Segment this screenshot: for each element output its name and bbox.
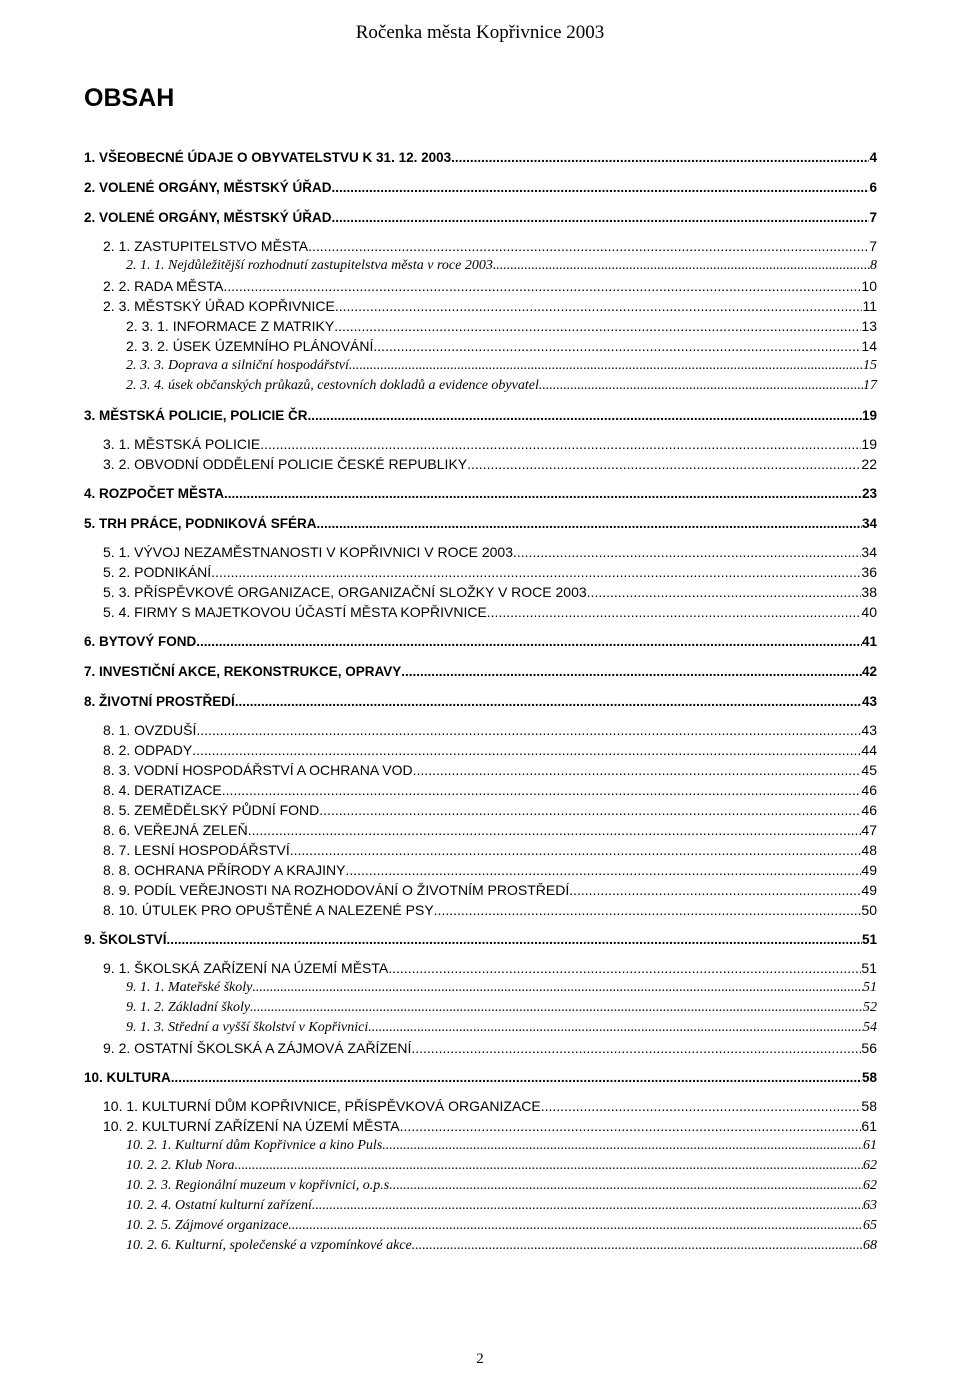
- toc-entry-page: 34: [861, 516, 877, 531]
- toc-leader-dots: [334, 316, 861, 336]
- toc-entry-page: 40: [861, 604, 877, 620]
- toc-entry-title: 8. ŽIVOTNÍ PROSTŘEDÍ: [84, 694, 235, 709]
- toc-entry-page: 41: [861, 634, 877, 649]
- toc-entry[interactable]: [84, 1116, 877, 1136]
- toc-entry-title: 10. 2. 2. Klub Nora: [126, 1158, 235, 1173]
- toc-entry-page: 65: [863, 1218, 877, 1233]
- toc-entry-page: 68: [863, 1238, 877, 1253]
- toc-entry-page: 19: [861, 436, 877, 452]
- toc-entry-page: 48: [861, 842, 877, 858]
- toc-entry[interactable]: [84, 336, 877, 356]
- toc-entry-title: 10. 2. 5. Zájmové organizace: [126, 1218, 289, 1233]
- toc-entry-title: 8. 3. VODNÍ HOSPODÁŘSTVÍ A OCHRANA VOD: [103, 762, 413, 778]
- toc-entry[interactable]: [84, 1236, 877, 1256]
- toc-entry[interactable]: [84, 978, 877, 998]
- toc-entry[interactable]: [84, 1038, 877, 1058]
- toc-entry-page: 50: [861, 902, 877, 918]
- toc-entry-page: 36: [861, 564, 877, 580]
- toc-entry-page: 54: [863, 1020, 877, 1035]
- toc-entry-page: 45: [861, 762, 877, 778]
- toc-entry[interactable]: [84, 256, 877, 276]
- toc-entry-page: 38: [861, 584, 877, 600]
- toc-leader-dots: [290, 840, 862, 860]
- toc-entry[interactable]: [84, 930, 877, 950]
- toc-leader-dots: [382, 1136, 863, 1156]
- toc-entry-title: 1. VŠEOBECNÉ ÚDAJE O OBYVATELSTVU K 31. 12. 2003: [84, 150, 452, 165]
- toc-entry[interactable]: [84, 780, 877, 800]
- toc-entry-page: 49: [861, 882, 877, 898]
- toc-entry[interactable]: [84, 434, 877, 454]
- toc-entry-page: 6: [869, 180, 877, 195]
- toc-leader-dots: [368, 1018, 863, 1038]
- toc-entry-title: 4. ROZPOČET MĚSTA: [84, 486, 225, 501]
- toc-leader-dots: [192, 740, 861, 760]
- toc-entry[interactable]: [84, 406, 877, 426]
- toc-entry-title: 5. 1. VÝVOJ NEZAMĚSTNANOSTI V KOPŘIVNICI V ROCE 2003: [103, 544, 513, 560]
- toc-entry-title: 10. 2. 3. Regionální muzeum v kopřivnici, o.p.s.: [126, 1178, 393, 1193]
- toc-entry-page: 52: [863, 1000, 877, 1015]
- toc-leader-dots: [335, 296, 863, 316]
- toc-entry[interactable]: [84, 148, 877, 168]
- toc-entry[interactable]: [84, 562, 877, 582]
- toc-entry-page: 58: [861, 1070, 877, 1085]
- toc-leader-dots: [332, 208, 870, 228]
- toc-entry-title: 2. 1. ZASTUPITELSTVO MĚSTA: [103, 238, 309, 254]
- toc-leader-dots: [393, 1176, 863, 1196]
- toc-entry[interactable]: [84, 1136, 877, 1156]
- toc-entry-page: 46: [861, 782, 877, 798]
- toc-entry-page: 8: [870, 258, 877, 273]
- toc-entry-title: 9. 1. 2. Základní školy: [126, 1000, 251, 1015]
- toc-entry[interactable]: [84, 1196, 877, 1216]
- toc-entry[interactable]: [84, 1216, 877, 1236]
- toc-entry-title: 10. KULTURA: [84, 1070, 171, 1085]
- toc-entry[interactable]: [84, 900, 877, 920]
- toc-entry[interactable]: [84, 454, 877, 474]
- toc-leader-dots: [493, 256, 870, 276]
- toc-entry-page: 22: [861, 456, 877, 472]
- toc-entry-title: 8. 4. DERATIZACE: [103, 782, 222, 798]
- toc-leader-dots: [235, 692, 862, 712]
- toc-entry-page: 23: [861, 486, 877, 501]
- toc-entry-page: 56: [861, 1040, 877, 1056]
- toc-entry-title: 2. VOLENÉ ORGÁNY, MĚSTSKÝ ÚŘAD: [84, 180, 332, 195]
- toc-leader-dots: [235, 1156, 863, 1176]
- toc-leader-dots: [317, 514, 862, 534]
- toc-entry-page: 4: [869, 150, 877, 165]
- toc-entry-title: 8. 5. ZEMĚDĚLSKÝ PŮDNÍ FOND: [103, 802, 320, 818]
- toc-entry-page: 58: [861, 1098, 877, 1114]
- toc-entry-title: 8. 9. PODÍL VEŘEJNOSTI NA ROZHODOVÁNÍ O ŽIVOTNÍM PROSTŘEDÍ: [103, 882, 570, 898]
- toc-entry[interactable]: [84, 542, 877, 562]
- toc-entry-page: 44: [861, 742, 877, 758]
- toc-entry-page: 15: [863, 358, 877, 373]
- toc-entry-title: 10. 1. KULTURNÍ DŮM KOPŘIVNICE, PŘÍSPĚVKOVÁ ORGANIZACE: [103, 1098, 541, 1114]
- toc-entry[interactable]: [84, 958, 877, 978]
- toc-entry-title: 2. 3. 4. úsek občanských průkazů, cestovních dokladů a evidence obyvatel: [126, 378, 539, 393]
- toc-entry-page: 14: [861, 338, 877, 354]
- toc-entry[interactable]: [84, 356, 877, 376]
- toc-leader-dots: [260, 434, 861, 454]
- toc-entry-page: 34: [861, 544, 877, 560]
- toc-leader-dots: [487, 602, 862, 622]
- toc-entry-title: 5. TRH PRÁCE, PODNIKOVÁ SFÉRA: [84, 516, 317, 531]
- toc-entry-title: 3. 1. MĚSTSKÁ POLICIE: [103, 436, 261, 452]
- toc-leader-dots: [223, 276, 861, 296]
- toc-entry[interactable]: [84, 840, 877, 860]
- toc-entry-page: 7: [869, 210, 877, 225]
- toc-leader-dots: [400, 1116, 862, 1136]
- toc-entry-title: 9. 2. OSTATNÍ ŠKOLSKÁ A ZÁJMOVÁ ZAŘÍZENÍ: [103, 1040, 412, 1056]
- toc-entry-title: 10. 2. 4. Ostatní kulturní zařízení: [126, 1198, 312, 1213]
- toc-entry[interactable]: [84, 632, 877, 652]
- toc-entry-title: 2. 3. 3. Doprava a silniční hospodářství: [126, 358, 349, 373]
- toc-leader-dots: [412, 1236, 863, 1256]
- toc-leader-dots: [250, 998, 863, 1018]
- toc-leader-dots: [167, 930, 862, 950]
- toc-entry[interactable]: [84, 514, 877, 534]
- toc-entry[interactable]: [84, 1018, 877, 1038]
- toc-entry-page: 11: [862, 298, 877, 314]
- toc-entry[interactable]: [84, 1156, 877, 1176]
- toc-entry[interactable]: [84, 800, 877, 820]
- toc-leader-dots: [248, 820, 862, 840]
- toc-leader-dots: [413, 760, 862, 780]
- table-of-contents: [84, 148, 877, 1256]
- toc-leader-dots: [224, 484, 862, 504]
- toc-leader-dots: [539, 376, 863, 396]
- toc-entry-title: 3. 2. OBVODNÍ ODDĚLENÍ POLICIE ČESKÉ REPUBLIKY: [103, 456, 468, 472]
- toc-leader-dots: [312, 1196, 863, 1216]
- toc-entry-title: 2. 2. RADA MĚSTA: [103, 278, 224, 294]
- toc-entry-page: 47: [861, 822, 877, 838]
- toc-entry-title: 9. ŠKOLSTVÍ: [84, 932, 167, 947]
- toc-entry-title: 9. 1. ŠKOLSKÁ ZAŘÍZENÍ NA ÚZEMÍ MĚSTA: [103, 960, 389, 976]
- toc-leader-dots: [308, 406, 862, 426]
- toc-entry-title: 8. 10. ÚTULEK PRO OPUŠTĚNÉ A NALEZENÉ PSY: [103, 902, 434, 918]
- toc-leader-dots: [319, 800, 861, 820]
- toc-entry-title: 3. MĚSTSKÁ POLICIE, POLICIE ČR: [84, 408, 308, 423]
- toc-leader-dots: [211, 562, 861, 582]
- toc-entry[interactable]: [84, 1096, 877, 1116]
- toc-entry[interactable]: [84, 998, 877, 1018]
- toc-leader-dots: [451, 148, 869, 168]
- toc-entry-page: 63: [863, 1198, 877, 1213]
- toc-entry[interactable]: [84, 316, 877, 336]
- toc-entry[interactable]: [84, 376, 877, 396]
- page-title: OBSAH: [84, 84, 175, 112]
- toc-leader-dots: [467, 454, 861, 474]
- toc-entry[interactable]: [84, 662, 877, 682]
- toc-leader-dots: [513, 542, 861, 562]
- toc-entry-page: 49: [861, 862, 877, 878]
- toc-leader-dots: [252, 978, 863, 998]
- toc-entry-title: 2. VOLENÉ ORGÁNY, MĚSTSKÝ ÚŘAD: [84, 210, 332, 225]
- toc-entry-page: 51: [863, 980, 877, 995]
- toc-entry-title: 8. 7. LESNÍ HOSPODÁŘSTVÍ: [103, 842, 290, 858]
- toc-entry-page: 43: [861, 722, 877, 738]
- toc-leader-dots: [222, 780, 862, 800]
- toc-entry[interactable]: [84, 820, 877, 840]
- toc-leader-dots: [434, 900, 862, 920]
- toc-entry-page: 51: [861, 932, 877, 947]
- toc-entry-page: 46: [861, 802, 877, 818]
- toc-entry-page: 43: [861, 694, 877, 709]
- running-header: Ročenka města Kopřivnice 2003: [355, 22, 605, 43]
- toc-leader-dots: [541, 1096, 862, 1116]
- toc-entry-title: 2. 1. 1. Nejdůležitější rozhodnutí zastupitelstva města v roce 2003: [126, 258, 493, 273]
- toc-leader-dots: [171, 1068, 862, 1088]
- toc-entry-title: 8. 6. VEŘEJNÁ ZELEŇ: [103, 822, 248, 838]
- toc-entry[interactable]: [84, 860, 877, 880]
- toc-leader-dots: [411, 1038, 861, 1058]
- toc-entry-title: 2. 3. MĚSTSKÝ ÚŘAD KOPŘIVNICE: [103, 298, 335, 314]
- toc-entry[interactable]: [84, 880, 877, 900]
- toc-leader-dots: [332, 178, 870, 198]
- toc-entry[interactable]: [84, 484, 877, 504]
- toc-entry-title: 10. 2. KULTURNÍ ZAŘÍZENÍ NA ÚZEMÍ MĚSTA: [103, 1118, 400, 1134]
- toc-entry[interactable]: [84, 602, 877, 622]
- toc-entry-title: 7. INVESTIČNÍ AKCE, REKONSTRUKCE, OPRAVY: [84, 664, 402, 679]
- toc-entry[interactable]: [84, 720, 877, 740]
- toc-entry[interactable]: [84, 582, 877, 602]
- toc-entry-title: 5. 3. PŘÍSPĚVKOVÉ ORGANIZACE, ORGANIZAČNÍ SLOŽKY V ROCE 2003: [103, 584, 587, 600]
- toc-entry-page: 19: [861, 408, 877, 423]
- toc-leader-dots: [401, 662, 862, 682]
- toc-entry-title: 8. 8. OCHRANA PŘÍRODY A KRAJINY: [103, 862, 346, 878]
- toc-leader-dots: [388, 958, 861, 978]
- toc-entry[interactable]: [84, 1068, 877, 1088]
- toc-entry-title: 6. BYTOVÝ FOND: [84, 634, 197, 649]
- toc-entry-page: 62: [863, 1178, 877, 1193]
- toc-entry[interactable]: [84, 208, 877, 228]
- toc-entry[interactable]: [84, 760, 877, 780]
- toc-entry-title: 2. 3. 1. INFORMACE Z MATRIKY: [126, 318, 335, 334]
- toc-entry-page: 61: [863, 1138, 877, 1153]
- toc-leader-dots: [373, 336, 861, 356]
- toc-leader-dots: [349, 356, 863, 376]
- toc-entry[interactable]: [84, 178, 877, 198]
- toc-entry[interactable]: [84, 1176, 877, 1196]
- toc-entry-title: 8. 2. ODPADY: [103, 742, 193, 758]
- toc-entry-title: 5. 4. FIRMY S MAJETKOVOU ÚČASTÍ MĚSTA KOPŘIVNICE: [103, 604, 487, 620]
- toc-leader-dots: [288, 1216, 863, 1236]
- toc-entry-page: 42: [861, 664, 877, 679]
- toc-leader-dots: [196, 720, 861, 740]
- page-number: 2: [476, 1351, 484, 1367]
- toc-leader-dots: [196, 632, 862, 652]
- toc-entry-title: 10. 2. 1. Kulturní dům Kopřivnice a kino Puls: [126, 1138, 383, 1153]
- toc-entry-page: 61: [861, 1118, 877, 1134]
- toc-entry[interactable]: [84, 740, 877, 760]
- toc-leader-dots: [587, 582, 862, 602]
- toc-entry[interactable]: [84, 236, 877, 256]
- toc-leader-dots: [569, 880, 861, 900]
- toc-entry[interactable]: [84, 692, 877, 712]
- toc-entry-page: 10: [861, 278, 877, 294]
- toc-entry-title: 5. 2. PODNIKÁNÍ: [103, 564, 212, 580]
- toc-entry-page: 51: [861, 960, 877, 976]
- toc-entry[interactable]: [84, 296, 877, 316]
- toc-leader-dots: [345, 860, 861, 880]
- toc-entry-title: 8. 1. OVZDUŠÍ: [103, 722, 197, 738]
- toc-entry-title: 9. 1. 3. Střední a vyšší školství v Kopřivnici: [126, 1020, 369, 1035]
- toc-entry[interactable]: [84, 276, 877, 296]
- toc-entry-title: 10. 2. 6. Kulturní, společenské a vzpomínkové akce: [126, 1238, 412, 1253]
- toc-leader-dots: [308, 236, 869, 256]
- toc-entry-title: 9. 1. 1. Mateřské školy: [126, 980, 253, 995]
- toc-entry-page: 62: [863, 1158, 877, 1173]
- toc-entry-page: 7: [869, 238, 877, 254]
- toc-entry-title: 2. 3. 2. ÚSEK ÚZEMNÍHO PLÁNOVÁNÍ: [126, 338, 374, 354]
- toc-entry-page: 17: [863, 378, 877, 393]
- toc-entry-page: 13: [861, 318, 877, 334]
